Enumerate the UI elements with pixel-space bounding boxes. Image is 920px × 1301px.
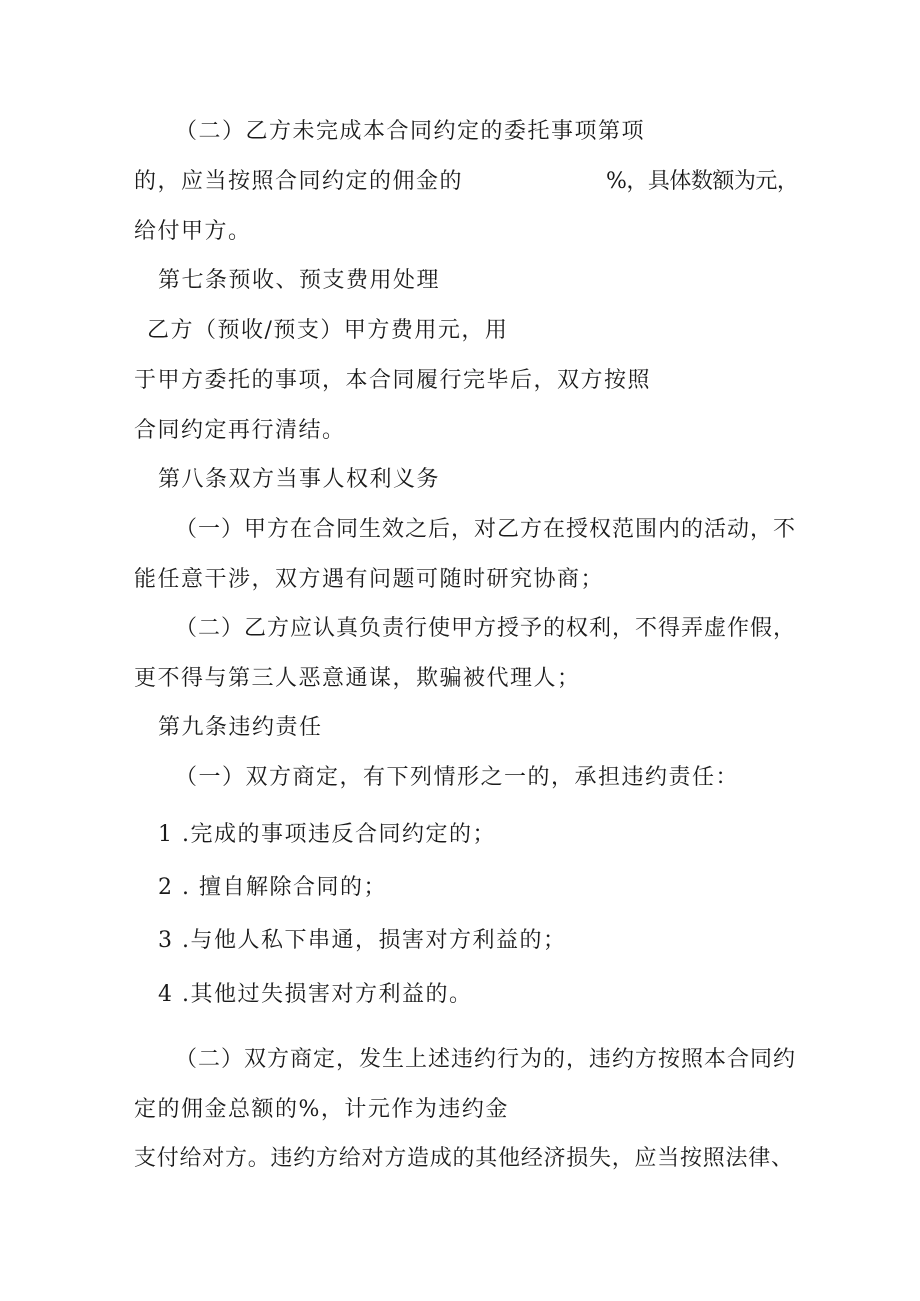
clause-8-item-1-line-1: （一）甲方在合同生效之后，对乙方在授权范围内的活动，不 xyxy=(175,517,797,542)
clause-7-heading: 第七条预收、预支费用处理 xyxy=(158,268,441,293)
clause-7-line-1: 乙方（预收/预支）甲方费用元，用 xyxy=(147,318,509,343)
clause-9-list-item-2: 2 . 擅自解除合同的； xyxy=(158,875,387,900)
clause-9-list-item-3: 3 .与他人私下串通，损害对方利益的； xyxy=(158,928,567,953)
clause-9-list-item-4: 4 .其他过失损害对方利益的。 xyxy=(158,982,473,1007)
clause-6-item-2-line-2-cont: %，具体数额为元， xyxy=(606,169,799,194)
clause-6-item-2-line-2: 的，应当按照合同约定的佣金的 xyxy=(134,169,464,194)
clause-9-list-item-1: 1 .完成的事项违反合同约定的； xyxy=(158,822,496,847)
clause-6-item-2-line-1: （二）乙方未完成本合同约定的委托事项第项 xyxy=(175,119,646,144)
clause-9-item-2-line-2: 定的佣金总额的%，计元作为违约金 xyxy=(134,1097,509,1122)
clause-8-item-1-line-2: 能任意干涉，双方遇有问题可随时研究协商； xyxy=(134,567,605,592)
clause-9-item-2-line-1: （二）双方商定，发生上述违约行为的，违约方按照本合同约 xyxy=(175,1047,797,1072)
clause-7-line-2: 于甲方委托的事项，本合同履行完毕后，双方按照 xyxy=(134,368,652,393)
clause-9-item-1: （一）双方商定，有下列情形之一的，承担违约责任： xyxy=(175,765,740,790)
clause-8-item-2-line-2: 更不得与第三人恶意通谋，欺骗被代理人； xyxy=(134,666,581,691)
clause-9-item-2-line-3: 支付给对方。违约方给对方造成的其他经济损失，应当按照法律、 xyxy=(134,1146,794,1171)
clause-9-heading: 第九条违约责任 xyxy=(158,715,323,740)
clause-7-line-3: 合同约定再行清结。 xyxy=(134,418,346,443)
clause-8-heading: 第八条双方当事人权利义务 xyxy=(158,467,441,492)
clause-6-item-2-line-3: 给付甲方。 xyxy=(134,219,252,244)
clause-8-item-2-line-1: （二）乙方应认真负责行使甲方授予的权利，不得弄虚作假， xyxy=(175,616,797,641)
